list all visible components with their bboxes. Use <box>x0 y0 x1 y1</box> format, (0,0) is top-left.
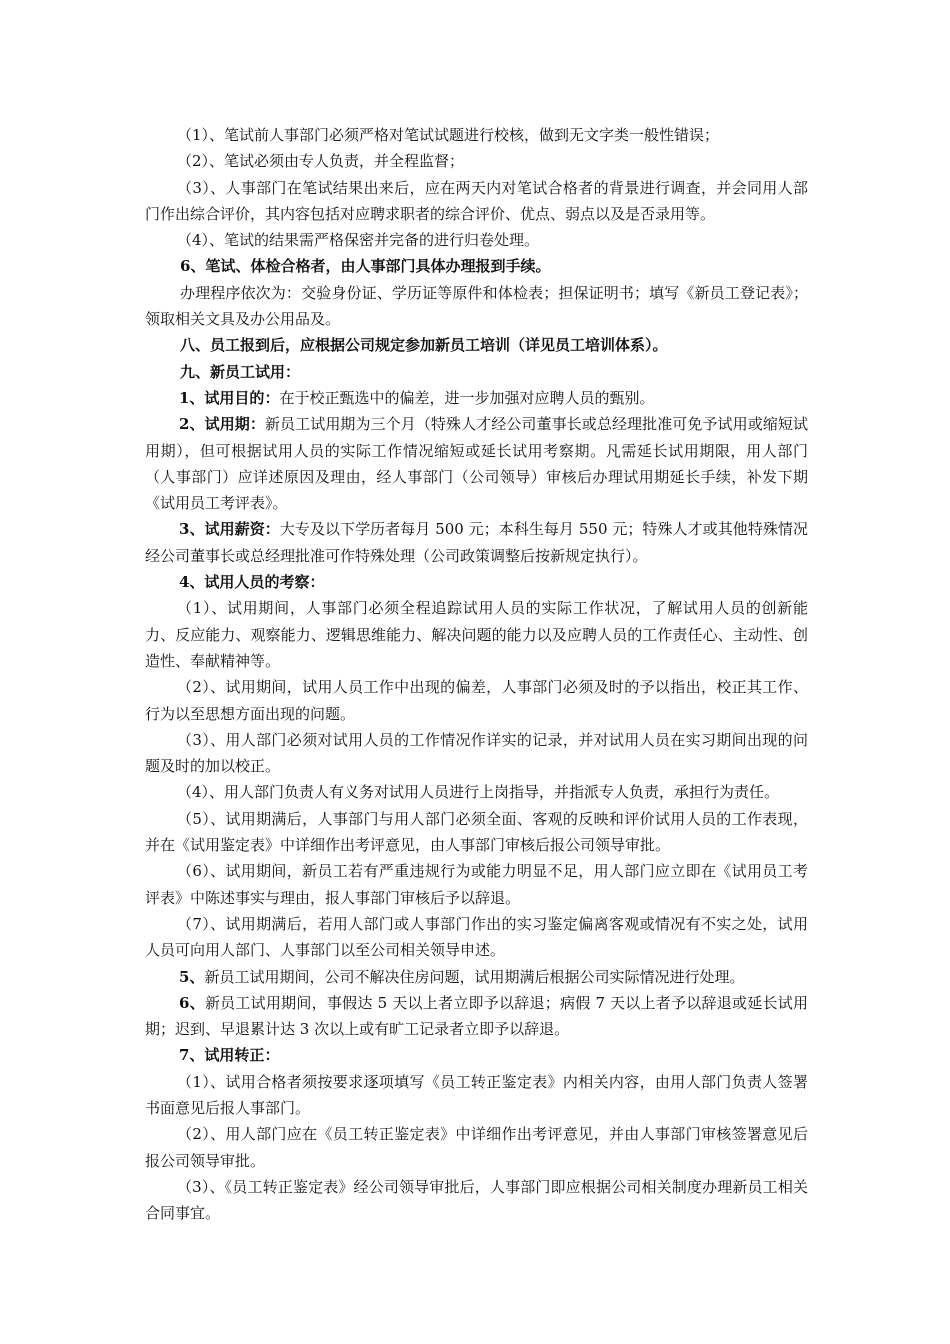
paragraph-assessment-5: （5）、试用期满后，人事部门与用人部门必须全面、客观的反映和评价试用人员的工作表现，并在《试用鉴定表》中详细作出考评意见，由人事部门审核后报公司领导审批。 <box>145 809 808 855</box>
document-page <box>145 122 808 1226</box>
text-probation-salary: 大专及以下学历者每月 500 元；本科生每月 550 元；特殊人才或其他特殊情况经公司董事长或总经理批准可作特殊处理（公司政策调整后按新规定执行）。 <box>145 520 808 565</box>
paragraph-probation-salary <box>145 516 808 569</box>
paragraph-regularization-2: （2）、用人部门应在《员工转正鉴定表》中详细作出考评意见，并由人事部门审核签署意见后报公司领导审批。 <box>145 1125 808 1170</box>
paragraph-written-test-2: （2）、笔试必须由专人负责，并全程监督； <box>177 152 465 171</box>
paragraph-assessment-2: （2）、试用期间，试用人员工作中出现的偏差，人事部门必须及时的予以指出，校正其工作、行为以至思想方面出现的问题。 <box>145 678 808 723</box>
paragraph-assessment-6: （6）、试用期间，新员工若有严重违规行为或能力明显不足，用人部门应立即在《试用员工考评表》中陈述事实与理由，报人事部门审核后予以辞退。 <box>145 862 808 907</box>
paragraph-regularization-1: （1）、试用合格者须按要求逐项填写《员工转正鉴定表》内相关内容，由用人部门负责人签署书面意见后报人事部门。 <box>145 1072 808 1117</box>
paragraph-assessment-7: （7）、试用期满后，若用人部门或人事部门作出的实习鉴定偏离客观或情况有不实之处，试用人员可向用人部门、人事部门以至公司相关领导申述。 <box>145 914 808 960</box>
label-probation-salary: 3、试用薪资： <box>179 520 280 539</box>
label-probation-purpose: 1、试用目的： <box>179 388 280 407</box>
paragraph-assessment-1: （1）、试用期间，人事部门必须全程追踪试用人员的实际工作状况，了解试用人员的创新能力、反应能力、观察能力、逻辑思维能力、解决问题的能力以及应聘人员的工作责任心、主动性、创造性、奉献精神等。 <box>145 599 808 670</box>
text-probation-period: 新员工试用期为三个月（特殊人才经公司董事长或总经理批准可免予试用或缩短试用期），但可根据试用人员的实际工作情况缩短或延长试用考察期。凡需延长试用期限，用人部门（人事部门）应详述原因及理由，经人事部门（公司领导）审核后办理试用期延长手续，补发下期《试用员工考评表》。 <box>145 415 808 513</box>
paragraph-regularization-3: （3）、《员工转正鉴定表》经公司领导审批后，人事部门即应根据公司相关制度办理新员工相关合同事宜。 <box>145 1177 808 1223</box>
paragraph-housing <box>145 964 808 990</box>
paragraph-probation-purpose <box>145 385 808 411</box>
label-housing: 5、 <box>179 967 205 986</box>
heading-registration: 6、笔试、体检合格者，由人事部门具体办理报到手续。 <box>180 257 551 276</box>
label-leave-rules: 6、 <box>179 993 205 1012</box>
paragraph-assessment-3: （3）、用人部门必须对试用人员的工作情况作详实的记录，并对试用人员在实习期间出现的问题及时的加以校正。 <box>145 730 808 776</box>
paragraph-probation-period <box>145 411 808 516</box>
paragraph-written-test-1: （1）、笔试前人事部门必须严格对笔试试题进行校核，做到无文字类一般性错误； <box>177 126 720 144</box>
heading-probation-assessment: 4、试用人员的考察： <box>179 573 325 592</box>
paragraph-leave-rules <box>145 990 808 1043</box>
text-housing: 新员工试用期间，公司不解决住房问题，试用期满后根据公司实际情况进行处理。 <box>204 967 745 986</box>
paragraph-registration-procedure: 办理程序依次为：交验身份证、学历证等原件和体检表；担保证明书；填写《新员工登记表》；领取相关文具及办公用品及。 <box>145 283 808 329</box>
heading-regularization: 7、试用转正： <box>179 1046 280 1065</box>
heading-new-employee-training: 八、员工报到后，应根据公司规定参加新员工培训（详见员工培训体系）。 <box>180 336 668 355</box>
heading-probation: 九、新员工试用： <box>180 362 301 381</box>
label-probation-period: 2、试用期： <box>179 415 265 434</box>
text-probation-purpose: 在于校正甄选中的偏差，进一步加强对应聘人员的甄别。 <box>279 388 655 407</box>
paragraph-written-test-3: （3）、人事部门在笔试结果出来后，应在两天内对笔试合格者的背景进行调查，并会同用人部门作出综合评价，其内容包括对应聘求职者的综合评价、优点、弱点以及是否录用等。 <box>145 178 808 223</box>
paragraph-assessment-4: （4）、用人部门负责人有义务对试用人员进行上岗指导，并指派专人负责，承担行为责任。 <box>177 783 780 802</box>
text-leave-rules: 新员工试用期间，事假达 5 天以上者立即予以辞退；病假 7 天以上者予以辞退或延长试用期；迟到、早退累计达 3 次以上或有旷工记录者立即予以辞退。 <box>145 993 808 1039</box>
paragraph-written-test-4: （4）、笔试的结果需严格保密并完备的进行归卷处理。 <box>177 231 540 250</box>
